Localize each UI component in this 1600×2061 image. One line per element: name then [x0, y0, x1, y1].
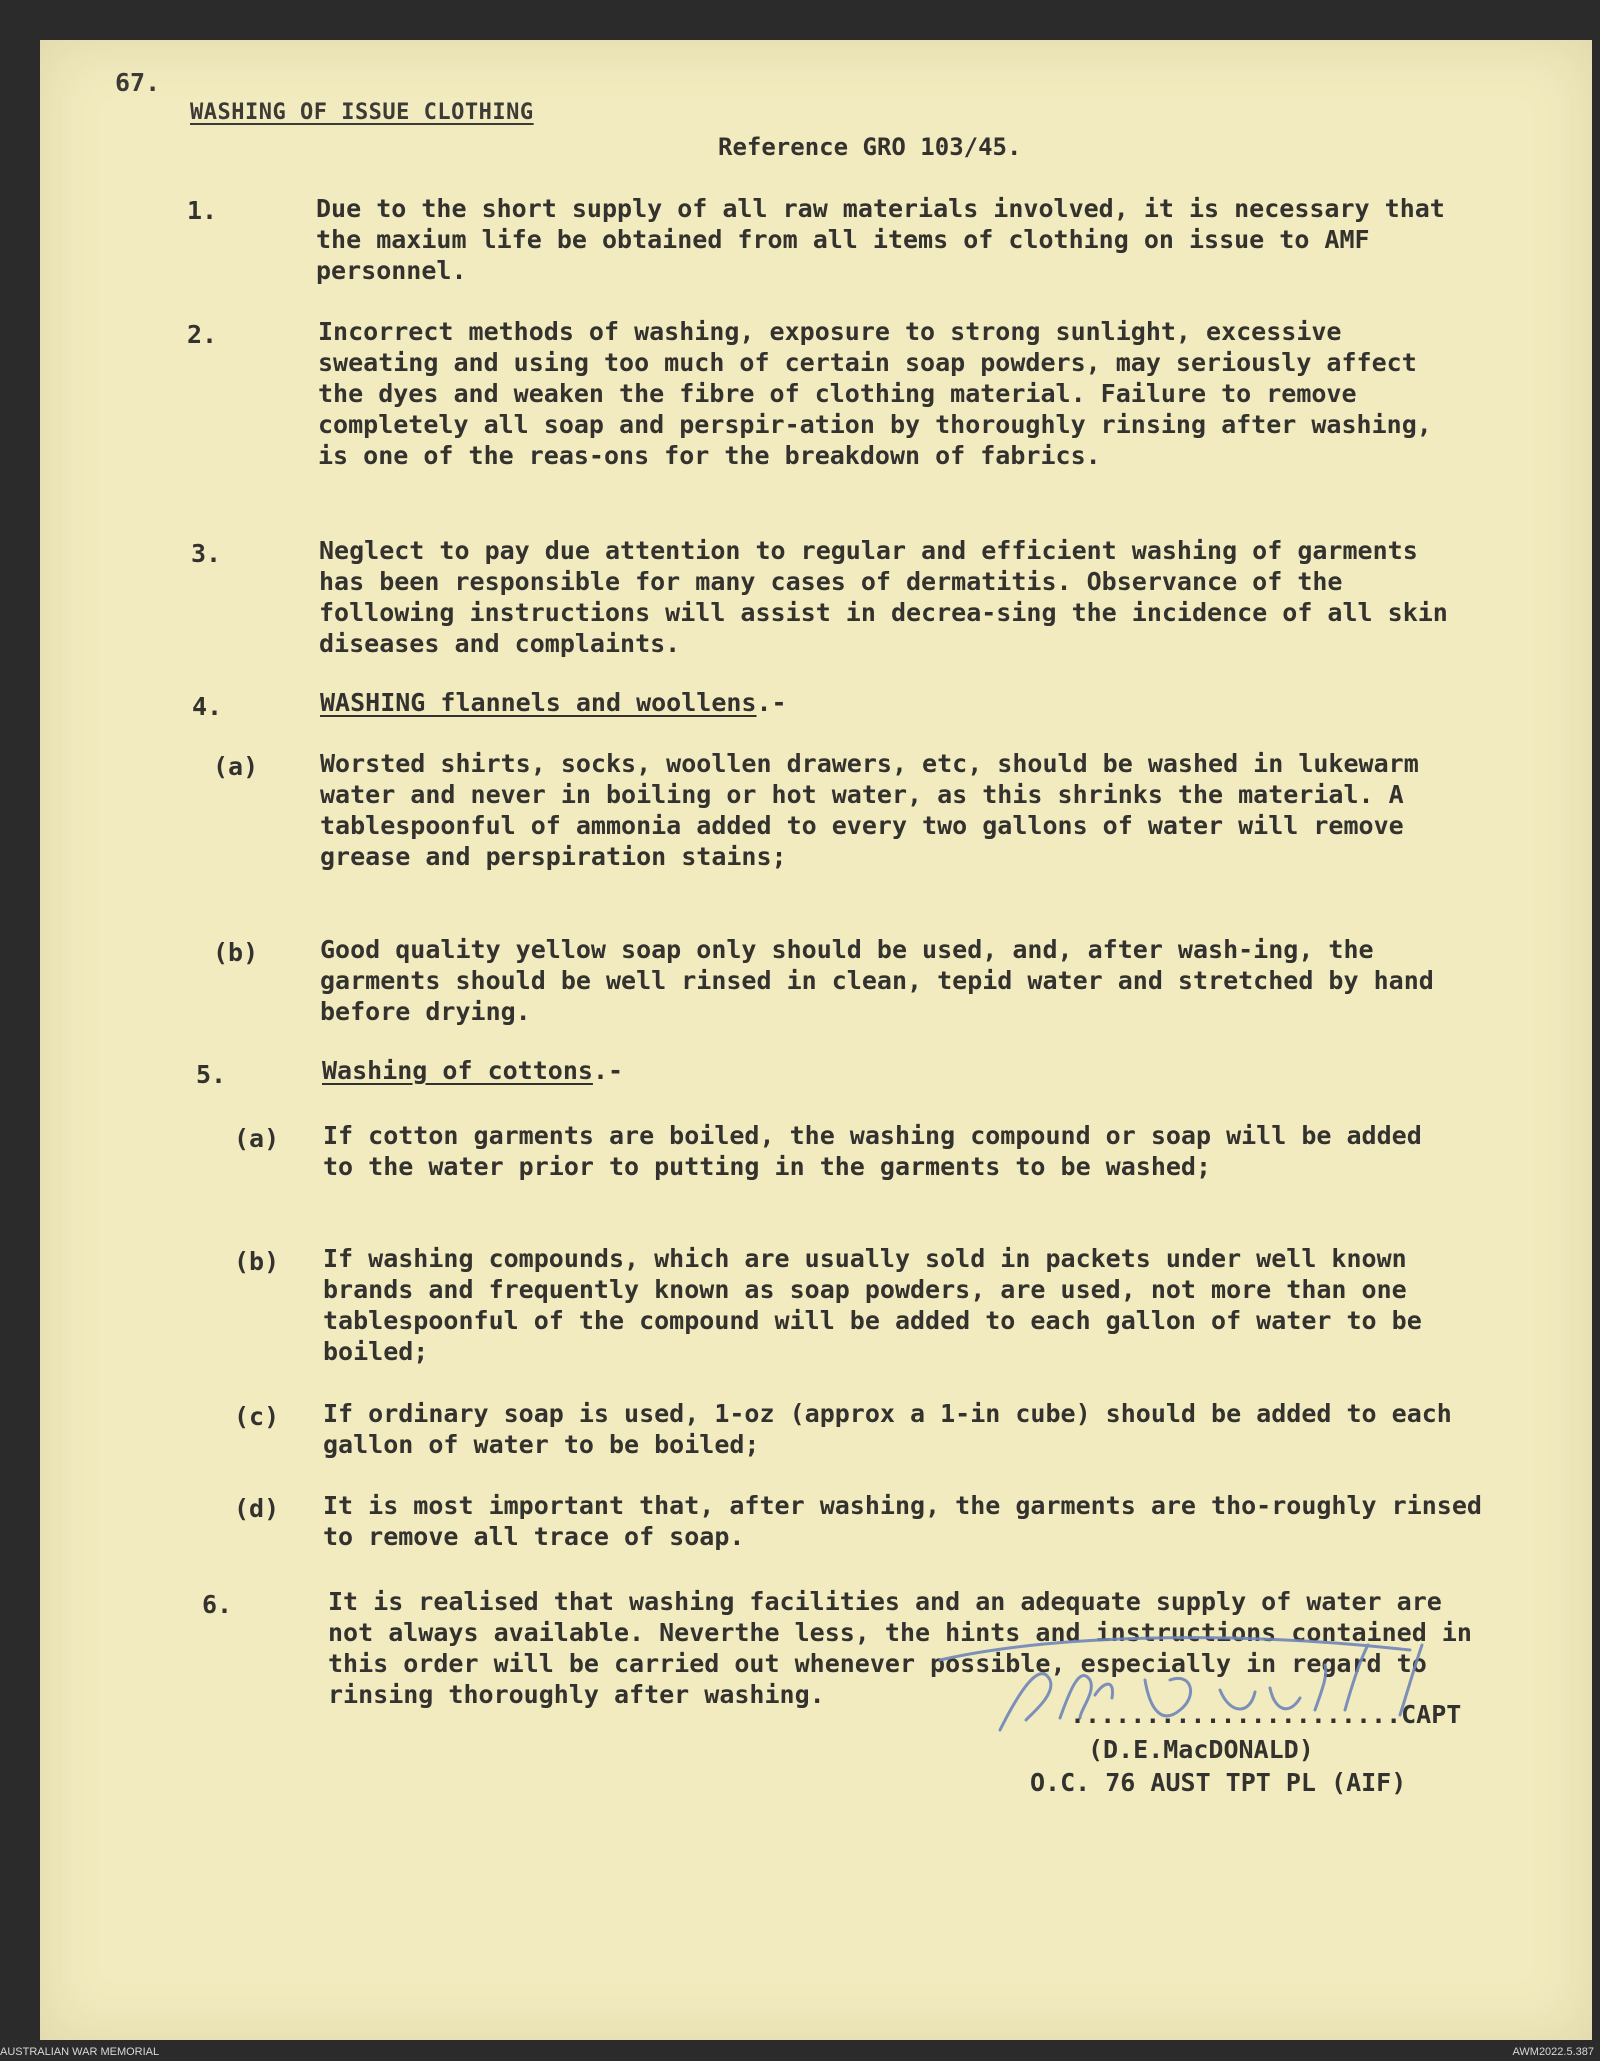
item-text: If washing compounds, which are usually sold in packets under well known brands and frequently known as soap powders, are used, not more than one tablespoonful of the compound will be added to each gallon of water to be boiled; [323, 1244, 1422, 1366]
item-text: If ordinary soap is used, 1-oz (approx a 1-in cube) should be added to each gallon of water to be boiled; [323, 1399, 1452, 1459]
item-label: (c) [234, 1402, 280, 1431]
section-number: 5. [196, 1060, 227, 1089]
item-label: (d) [234, 1494, 280, 1523]
paragraph-text: It is realised that washing facilities and an adequate supply of water are not always available. Neverthe less, the hints and instructions contained in this order will be carried out whenever possible, especially in regard to rinsing thoroughly after washing. [328, 1587, 1472, 1709]
paragraph-number: 1. [187, 196, 218, 225]
section-heading-text: WASHING flannels and woollens [320, 688, 757, 717]
document-title: WASHING OF ISSUE CLOTHING [190, 100, 534, 125]
reference-line: Reference GRO 103/45. [718, 133, 1022, 161]
paragraph-number: 2. [187, 320, 218, 349]
section-heading [320, 688, 787, 717]
section-heading-suffix: .- [756, 688, 787, 717]
signature-rank-line: ......................CAPT [1070, 1700, 1462, 1729]
item-label: (b) [213, 938, 259, 967]
item-label: (a) [213, 752, 259, 781]
paragraph-text: Neglect to pay due attention to regular and efficient washing of garments has been responsible for many cases of dermatitis. Observance of the following instructions will assist in decrea-sing the incidence of all skin diseases and complaints. [319, 536, 1448, 658]
paragraph-number: 3. [191, 539, 222, 568]
section-heading [322, 1056, 623, 1085]
section-number: 4. [192, 692, 223, 721]
item-text: It is most important that, after washing, the garments are tho-roughly rinsed to remove all trace of soap. [323, 1491, 1482, 1551]
item-label: (b) [234, 1247, 280, 1276]
paragraph-text: Due to the short supply of all raw materials involved, it is necessary that the maxium life be obtained from all items of clothing on issue to AMF personnel. [316, 194, 1445, 285]
page-number: 67. [115, 68, 161, 97]
item-text: If cotton garments are boiled, the washing compound or soap will be added to the water prior to putting in the garments to be washed; [323, 1121, 1422, 1181]
paragraph-number: 6. [202, 1590, 233, 1619]
item-label: (a) [234, 1124, 280, 1153]
signatory-unit: O.C. 76 AUST TPT PL (AIF) [1030, 1768, 1407, 1797]
footer-accession-number: AWM2022.5.387 [1512, 2046, 1594, 2058]
item-text: Good quality yellow soap only should be used, and, after wash-ing, the garments should be well rinsed in clean, tepid water and stretched by hand before drying. [320, 935, 1434, 1026]
item-text: Worsted shirts, socks, woollen drawers, etc, should be washed in lukewarm water and never in boiling or hot water, as this shrinks the material. A tablespoonful of ammonia added to every two gallons of water will remove grease and perspiration stains; [320, 749, 1419, 871]
paragraph-text: Incorrect methods of washing, exposure to strong sunlight, excessive sweating and using too much of certain soap powders, may seriously affect the dyes and weaken the fibre of clothing material. Failure to remove completely all soap and perspir-ation by thoroughly rinsing after washing, is one of the reas-ons for the breakdown of fabrics. [318, 317, 1432, 470]
section-heading-text: Washing of cottons [322, 1056, 593, 1085]
footer-source: AUSTRALIAN WAR MEMORIAL [0, 2046, 160, 2058]
signatory-name: (D.E.MacDONALD) [1088, 1735, 1314, 1764]
section-heading-suffix: .- [592, 1056, 624, 1085]
